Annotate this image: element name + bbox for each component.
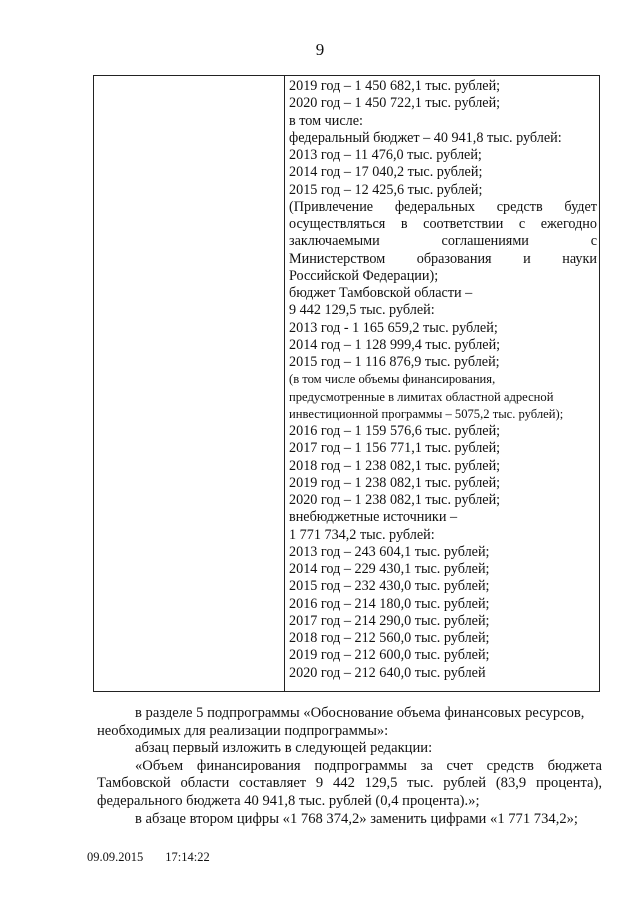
table-line: 2020 год – 212 640,0 тыс. рублей	[289, 664, 486, 681]
table-line: предусмотренные в лимитах областной адресной	[289, 389, 554, 404]
table-line: заключаемыми соглашениями с	[289, 233, 597, 250]
table-line: 2019 год – 1 238 082,1 тыс. рублей;	[289, 474, 501, 491]
financing-table	[93, 75, 600, 692]
paragraph-first-abzac: абзац первый изложить в следующей редакции:	[135, 740, 433, 757]
table-line: 2014 год – 229 430,1 тыс. рублей;	[289, 561, 490, 577]
table-line: 2013 год – 243 604,1 тыс. рублей;	[289, 543, 490, 560]
table-line: 2018 год – 1 238 082,1 тыс. рублей;	[289, 457, 501, 474]
paragraph-volume: «Объем финансирования подпрограммы за счет средств бюджета	[135, 757, 602, 774]
table-line: федеральный бюджет – 40 941,8 тыс. рублей:	[289, 129, 562, 146]
table-line: 2018 год – 212 560,0 тыс. рублей;	[289, 630, 490, 646]
table-line: Министерством образования и науки	[289, 250, 597, 267]
financing-details-cell	[289, 78, 597, 682]
footer-date: 09.09.2015	[87, 850, 144, 864]
table-line: (Привлечение федеральных средств будет	[289, 198, 597, 215]
table-line: 2013 год - 1 165 659,2 тыс. рублей;	[289, 319, 498, 336]
table-line: бюджет Тамбовской области –	[289, 285, 473, 301]
table-line: 2017 год – 214 290,0 тыс. рублей;	[289, 612, 490, 629]
paragraph-section-5: в разделе 5 подпрограммы «Обоснование объема финансовых ресурсов,	[135, 705, 585, 721]
table-line: 2015 год – 232 430,0 тыс. рублей;	[289, 578, 490, 595]
page-number: 9	[315, 40, 325, 59]
table-line: внебюджетные источники –	[289, 509, 458, 526]
table-line: 2020 год – 1 238 082,1 тыс. рублей;	[289, 492, 501, 508]
footer-time: 17:14:22	[165, 850, 210, 864]
paragraph-volume-cont: Тамбовской области составляет 9 442 129,5 тыс. рублей (83,9 процента),	[97, 775, 602, 792]
table-line: 9 442 129,5 тыс. рублей:	[289, 302, 435, 319]
amendment-text	[97, 705, 602, 828]
table-column-divider	[284, 76, 285, 691]
table-line: (в том числе объемы финансирования,	[289, 372, 496, 387]
table-line: 2019 год – 1 450 682,1 тыс. рублей;	[289, 78, 501, 94]
paragraph-volume-end: федерального бюджета 40 941,8 тыс. рублей (0,4 процента).»;	[97, 792, 480, 809]
table-line: 2016 год – 214 180,0 тыс. рублей;	[289, 595, 490, 612]
table-line: 2019 год – 212 600,0 тыс. рублей;	[289, 647, 490, 664]
table-line: в том числе:	[289, 112, 363, 129]
table-line: 2014 год – 17 040,2 тыс. рублей;	[289, 164, 483, 181]
table-line: 2020 год – 1 450 722,1 тыс. рублей;	[289, 95, 501, 112]
table-line: Российской Федерации);	[289, 267, 439, 284]
table-line: 2016 год – 1 159 576,6 тыс. рублей;	[289, 423, 501, 439]
paragraph-section-5-cont: необходимых для реализации подпрограммы»:	[97, 722, 389, 739]
footer-timestamp	[87, 850, 232, 865]
table-line: инвестиционной программы – 5075,2 тыс. рублей);	[289, 406, 564, 421]
paragraph-second-abzac: в абзаце втором цифры «1 768 374,2» заменить цифрами «1 771 734,2»;	[135, 810, 578, 827]
table-line: 2014 год – 1 128 999,4 тыс. рублей;	[289, 336, 501, 353]
table-line: 2013 год – 11 476,0 тыс. рублей;	[289, 147, 482, 163]
table-line: 1 771 734,2 тыс. рублей:	[289, 526, 435, 543]
table-line: осуществляться в соответствии с ежегодно	[289, 216, 597, 232]
table-line: 2015 год – 1 116 876,9 тыс. рублей;	[289, 354, 500, 370]
table-line: 2017 год – 1 156 771,1 тыс. рублей;	[289, 440, 501, 457]
table-line: 2015 год – 12 425,6 тыс. рублей;	[289, 181, 483, 198]
